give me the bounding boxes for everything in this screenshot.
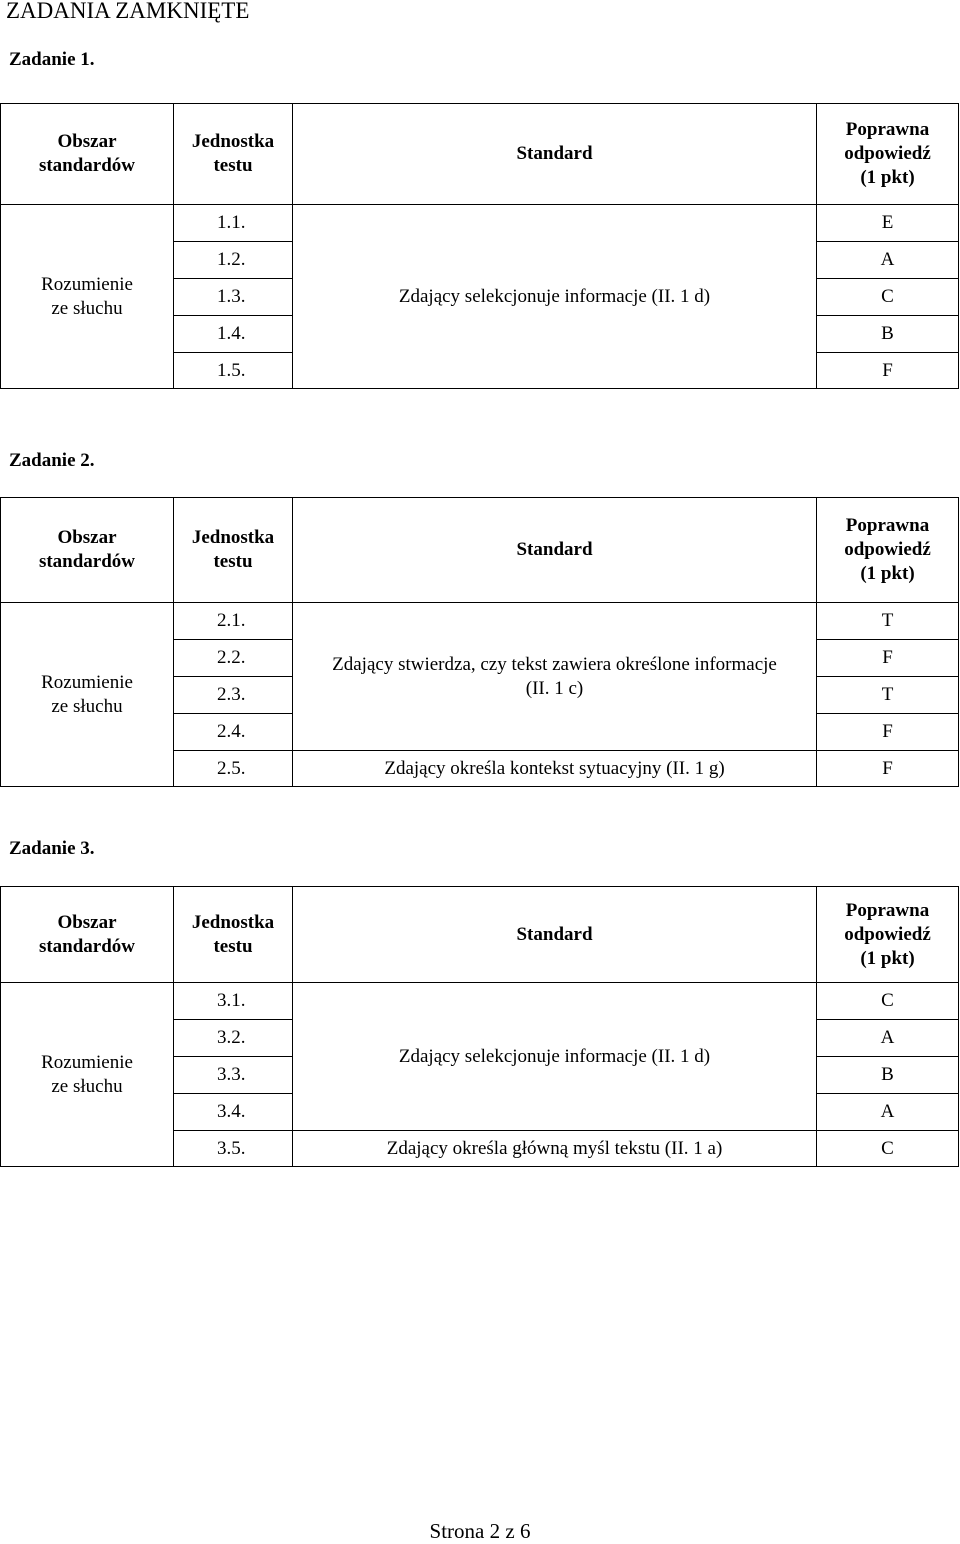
header-answer: Poprawna odpowiedź (1 pkt) xyxy=(817,498,959,603)
unit-cell: 3.1. xyxy=(174,983,293,1020)
answer-cell: C xyxy=(817,279,959,316)
unit-cell: 3.5. xyxy=(174,1131,293,1167)
answer-cell: T xyxy=(817,603,959,640)
unit-cell: 3.2. xyxy=(174,1020,293,1057)
answer-cell: A xyxy=(817,1020,959,1057)
header-unit: Jednostka testu xyxy=(174,887,293,983)
standard-cell: Zdający określa główną myśl tekstu (II. 1 a) xyxy=(293,1131,817,1167)
task-2-title: Zadanie 2. xyxy=(9,450,95,471)
answer-cell: B xyxy=(817,1057,959,1094)
answer-cell: E xyxy=(817,205,959,242)
table-header-row xyxy=(1,104,959,205)
page-number: Strona 2 z 6 xyxy=(429,1519,531,1543)
unit-cell: 1.1. xyxy=(174,205,293,242)
unit-cell: 3.4. xyxy=(174,1094,293,1131)
unit-cell: 3.3. xyxy=(174,1057,293,1094)
standard-cell: Zdający selekcjonuje informacje (II. 1 d) xyxy=(293,983,817,1131)
unit-cell: 1.3. xyxy=(174,279,293,316)
unit-cell: 1.2. xyxy=(174,242,293,279)
header-answer: Poprawna odpowiedź (1 pkt) xyxy=(817,887,959,983)
header-unit: Jednostka testu xyxy=(174,498,293,603)
table-row xyxy=(1,603,959,640)
unit-cell: 2.1. xyxy=(174,603,293,640)
task-2-answer-table xyxy=(0,497,959,787)
area-cell: Rozumienie ze słuchu xyxy=(1,983,174,1167)
header-area: Obszar standardów xyxy=(1,887,174,983)
header-answer: Poprawna odpowiedź (1 pkt) xyxy=(817,104,959,205)
table-row xyxy=(1,205,959,242)
answer-cell: F xyxy=(817,714,959,751)
header-standard: Standard xyxy=(293,104,817,205)
unit-cell: 1.5. xyxy=(174,353,293,389)
header-area: Obszar standardów xyxy=(1,104,174,205)
header-standard: Standard xyxy=(293,498,817,603)
header-area: Obszar standardów xyxy=(1,498,174,603)
standard-cell: Zdający selekcjonuje informacje (II. 1 d) xyxy=(293,205,817,389)
table-header-row xyxy=(1,887,959,983)
unit-cell: 1.4. xyxy=(174,316,293,353)
area-cell: Rozumienie ze słuchu xyxy=(1,205,174,389)
answer-cell: F xyxy=(817,640,959,677)
unit-cell: 2.2. xyxy=(174,640,293,677)
unit-cell: 2.4. xyxy=(174,714,293,751)
answer-cell: B xyxy=(817,316,959,353)
task-3-answer-table xyxy=(0,886,959,1167)
header-standard: Standard xyxy=(293,887,817,983)
table-header-row xyxy=(1,498,959,603)
table-row xyxy=(1,983,959,1020)
answer-cell: C xyxy=(817,983,959,1020)
task-1-title: Zadanie 1. xyxy=(9,49,95,70)
header-unit: Jednostka testu xyxy=(174,104,293,205)
answer-cell: C xyxy=(817,1131,959,1167)
standard-cell: Zdający stwierdza, czy tekst zawiera określone informacje (II. 1 c) xyxy=(293,603,817,751)
answer-cell: A xyxy=(817,242,959,279)
task-1-answer-table xyxy=(0,103,959,389)
standard-cell: Zdający określa kontekst sytuacyjny (II. 1 g) xyxy=(293,751,817,787)
answer-cell: T xyxy=(817,677,959,714)
unit-cell: 2.3. xyxy=(174,677,293,714)
answer-cell: F xyxy=(817,751,959,787)
unit-cell: 2.5. xyxy=(174,751,293,787)
page-title: ZADANIA ZAMKNIĘTE xyxy=(6,0,250,23)
task-3-title: Zadanie 3. xyxy=(9,838,95,859)
answer-cell: F xyxy=(817,353,959,389)
area-cell: Rozumienie ze słuchu xyxy=(1,603,174,787)
answer-cell: A xyxy=(817,1094,959,1131)
